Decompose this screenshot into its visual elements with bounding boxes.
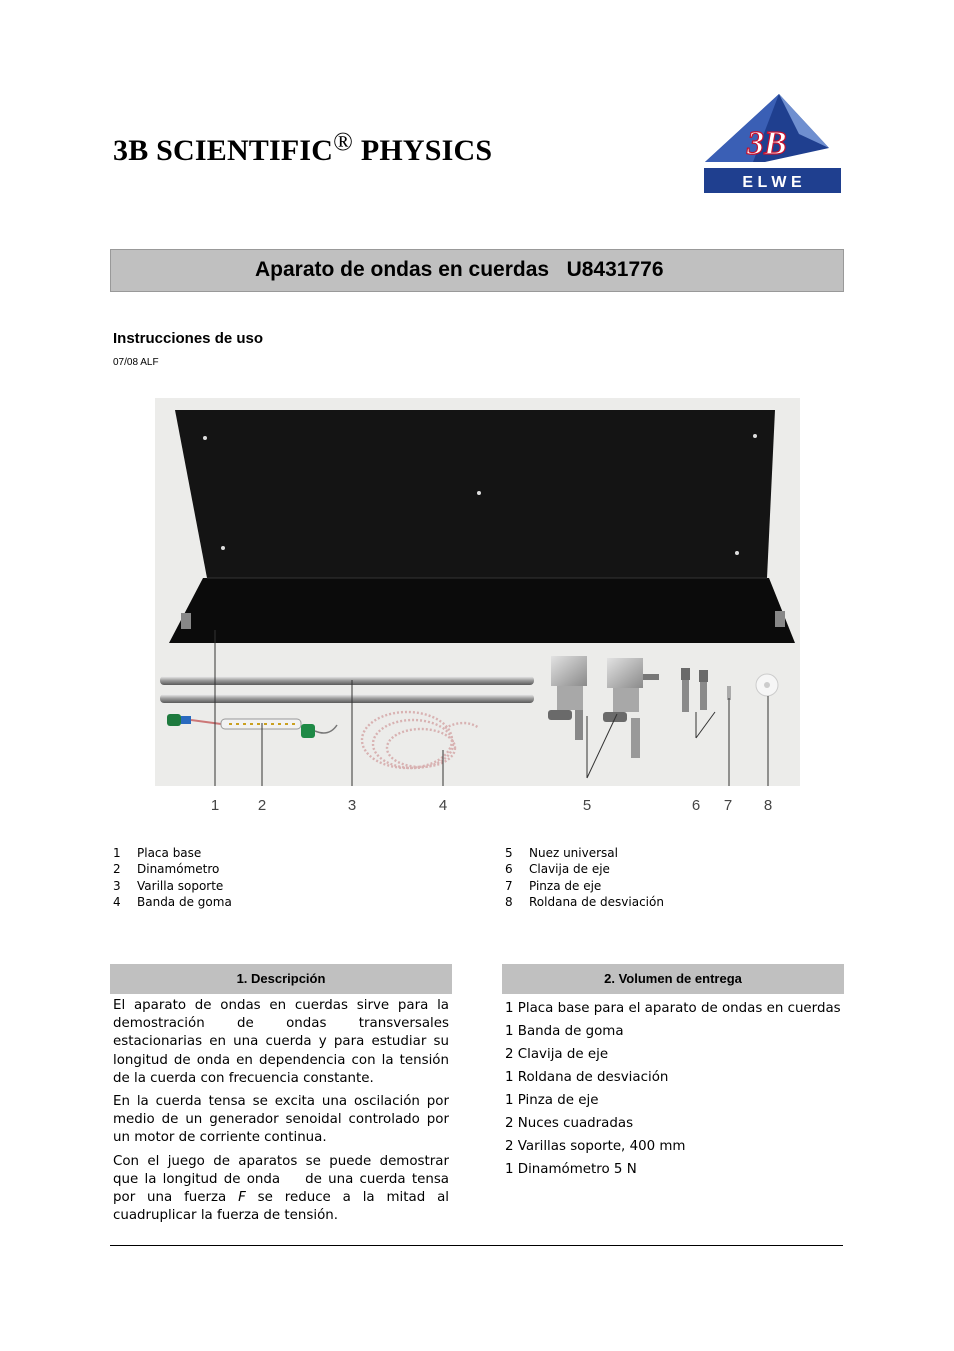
brand-title	[113, 127, 492, 168]
supply-item: 1 Placa base para el aparato de ondas en cuerdas	[505, 1001, 841, 1016]
part-item: 6 Clavija de eje	[505, 862, 610, 877]
registered-mark: ®	[333, 127, 354, 156]
part-item: 3 Varilla soporte	[113, 878, 224, 893]
3b-elwe-logo	[703, 94, 842, 194]
part-item: 2 Dinamómetro	[113, 862, 220, 877]
part-item: 1 Placa base	[113, 846, 202, 860]
callout-7: 7	[723, 797, 733, 814]
universal-clamp-1	[548, 656, 587, 740]
brand-suffix: PHYSICS	[353, 134, 493, 167]
logo-elwe-text: E L W E	[742, 174, 802, 191]
supply-item: 2 Nuces cuadradas	[505, 1116, 634, 1131]
description-paragraph: Con el juego de aparatos se puede demostrar que la longitud de onda de una cuerda tensa por una fuerza F se reduce a la mitad al cuadruplicar la fuerza de tensión.	[113, 1153, 454, 1224]
document-code: 07/08 ALF	[113, 357, 159, 368]
callout-8: 8	[763, 797, 773, 814]
base-plate-bottom	[169, 578, 795, 643]
product-photo	[155, 398, 800, 786]
description-text	[113, 997, 454, 1230]
callout-5: 5	[582, 797, 592, 814]
axle-clip	[727, 686, 731, 700]
parts-list-left	[113, 845, 232, 910]
support-rod-1	[160, 676, 534, 685]
callout-2: 2	[257, 797, 267, 814]
callout-1: 1	[210, 797, 220, 814]
dynamometer	[167, 714, 337, 738]
axle-pegs	[681, 668, 708, 712]
supply-item: 1 Roldana de desviación	[505, 1070, 669, 1085]
supply-item: 1 Dinamómetro 5 N	[505, 1162, 637, 1177]
instructions-heading: Instrucciones de uso	[113, 330, 264, 347]
supply-item: 1 Banda de goma	[505, 1024, 624, 1039]
callout-3: 3	[347, 797, 357, 814]
parts-list-right	[505, 845, 664, 910]
support-rod-2	[160, 694, 534, 703]
part-item: 5 Nuez universal	[505, 846, 618, 860]
force-symbol: F	[238, 1190, 246, 1206]
base-plate-back	[175, 410, 775, 578]
callout-4: 4	[438, 797, 448, 814]
part-item: 4 Banda de goma	[113, 894, 232, 909]
footer-rule	[110, 1245, 843, 1246]
universal-clamp-2	[603, 658, 659, 758]
part-item: 7 Pinza de eje	[505, 878, 602, 893]
logo-3b-text: 3B	[747, 125, 787, 162]
part-item: 8 Roldana de desviación	[505, 894, 664, 909]
section-supply-heading: 2. Volumen de entrega	[502, 964, 844, 994]
section-description-heading: 1. Descripción	[110, 964, 452, 994]
rubber-band	[362, 712, 479, 768]
description-paragraph: El aparato de ondas en cuerdas sirve para la demostración de ondas transversales estacionarias en una cuerda y para estudiar su longitud de onda en dependencia con la tensión de la cuerda con frecuencia constante.	[113, 998, 449, 1086]
supply-item: 1 Pinza de eje	[505, 1093, 599, 1108]
brand-main: 3B SCIENTIFIC	[113, 134, 334, 167]
supply-item: 2 Varillas soporte, 400 mm	[505, 1139, 686, 1154]
callout-6: 6	[691, 797, 701, 814]
title-bar	[110, 249, 844, 292]
description-paragraph: En la cuerda tensa se excita una oscilación por medio de un generador senoidal controlado por un motor de corriente continua.	[113, 1094, 449, 1146]
supply-list	[505, 997, 841, 1181]
supply-item: 2 Clavija de eje	[505, 1047, 609, 1062]
page-title: Aparato de ondas en cuerdas U8431776	[255, 258, 664, 281]
